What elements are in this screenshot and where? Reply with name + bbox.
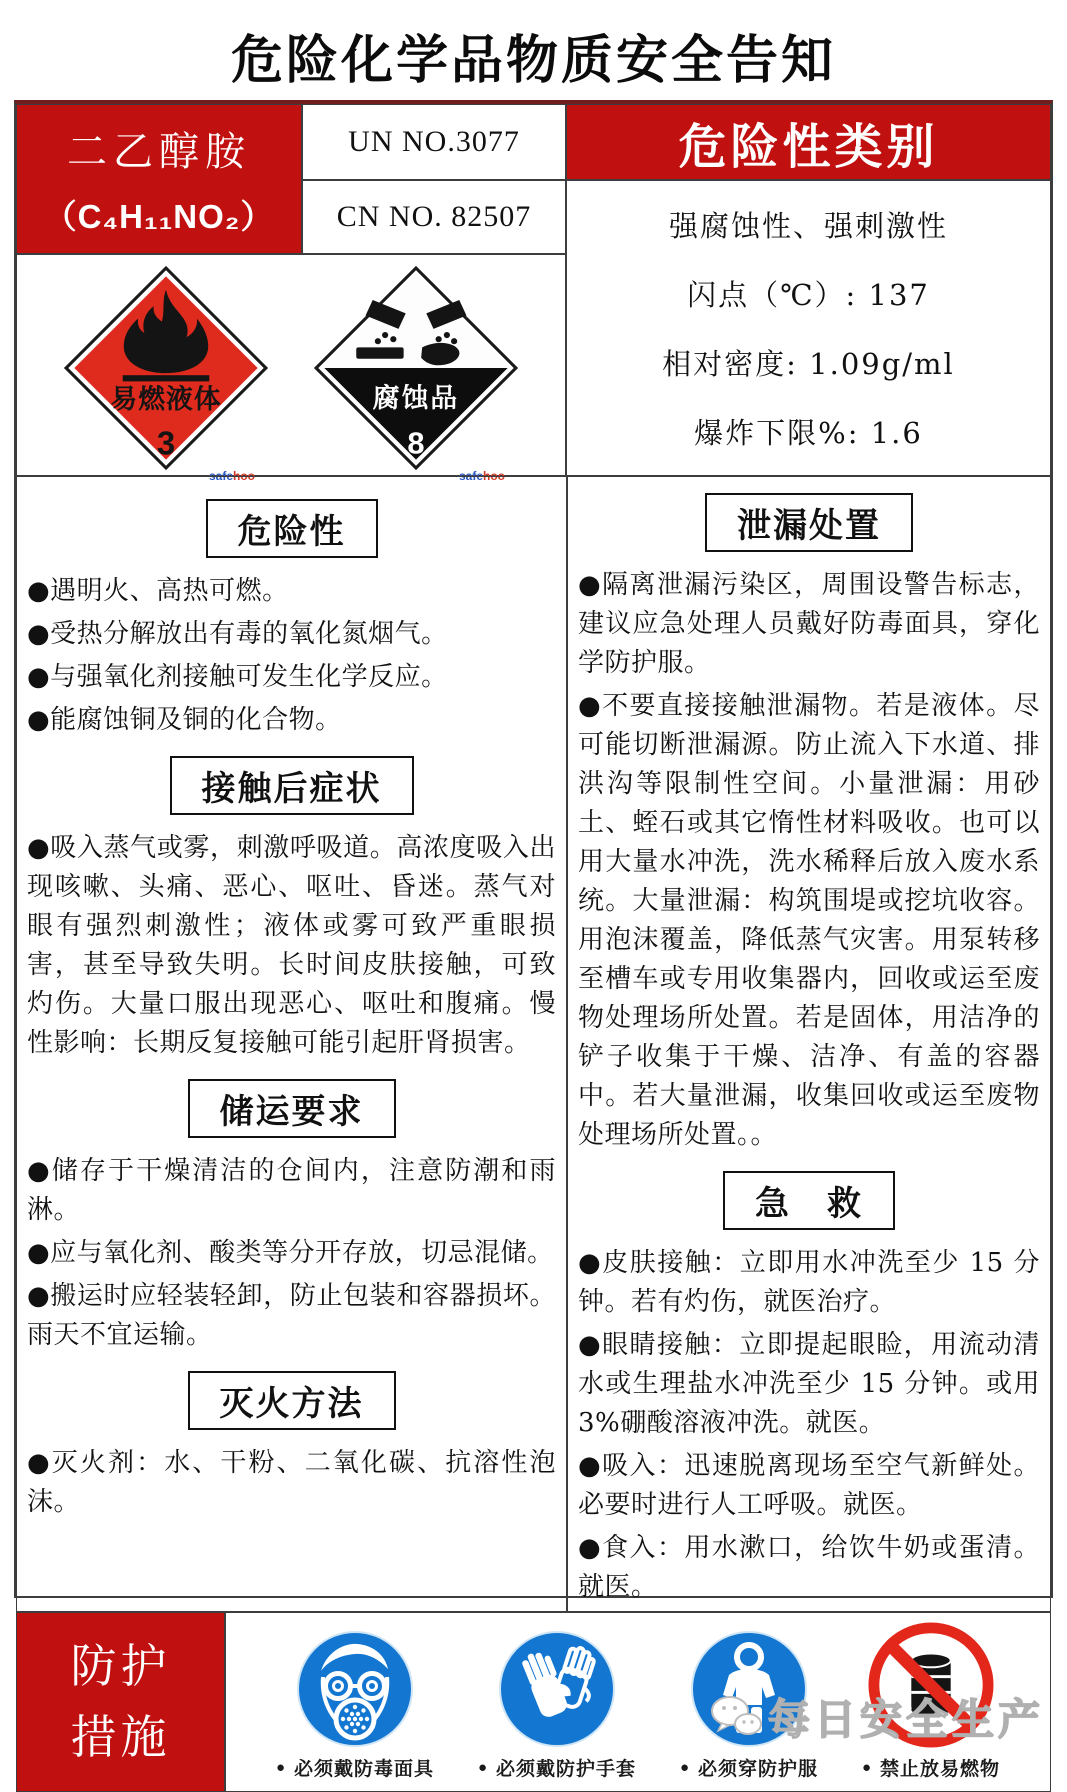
section-title-leak: 泄漏处置 [705,493,913,552]
corrosive-diamond-icon [313,265,519,471]
protection-title-cell [16,1612,225,1792]
flammable-class-number: 3 [156,424,176,462]
protection-icons-cell [225,1612,1051,1792]
body-section [16,476,1051,1612]
cn-number: CN NO. 82507 [302,180,566,254]
protection-title-line1: 防护 [70,1638,171,1693]
flammable-liquid-diamond-icon [63,265,269,471]
hazard-class-title: 危险性类别 [566,104,1051,180]
un-number: UN NO.3077 [302,104,566,180]
daily-safety-watermark-text: 每日安全生产 [767,1696,1044,1743]
page-title: 危险化学品物质安全告知 [230,32,836,90]
leak-item: ●不要直接接触泄漏物。若是液体。尽可能切断泄漏源。防止流入下水道、排洪沟等限制性空间。小量泄漏：用砂土、蛭石或其它惰性材料吸收。也可以用大量水冲洗，洗水稀释后放入废水系统。大量泄漏：构筑围堤或挖坑收容。用泡沫覆盖，降低蒸气灾害。用泵转移至槽车或专用收集器内，回收或运至废物处理场所处置。若是固体，用洁净的铲子收集于干燥、洁净、有盖的容器中。若大量泄漏，收集回收或运至废物处理场所处置。。 [578,691,1040,1150]
hazard-item: ●遇明火、高热可燃。 [27,576,289,606]
corrosive-label [313,265,519,483]
hazard-item: ●能腐蚀铜及铜的化合物。 [27,705,342,735]
no-flammables-sign [862,1621,1000,1781]
firstaid-item: ●吸入：迅速脱离现场至空气新鲜处。必要时进行人工呼吸。就医。 [578,1451,1040,1520]
bullet-icon: ● [477,1759,488,1776]
safehoo-watermark: safehoo [458,469,505,483]
symptoms-text: ●吸入蒸气或雾，刺激呼吸道。高浓度吸入出现咳嗽、头痛、恶心、呕吐、昏迷。蒸气对眼有强烈刺激性；液体或雾可致严重眼损害，甚至导致失明。长时间皮肤接触，可致灼伤。大量口服出现恶心、呕吐和腹痛。慢性影响：长期反复接触可能引起肝肾损害。 [27,833,556,1058]
hazard-property: 强腐蚀性、强刺激性 [668,209,948,243]
header-section [16,104,1051,483]
hazard-properties-cell [566,180,1051,476]
no-flammables-icon [867,1621,995,1749]
bullet-icon: ● [679,1759,690,1776]
hazard-item: ●受热分解放出有毒的氧化氮烟气。 [27,619,448,649]
left-column [16,476,567,1612]
gloves-sign [478,1629,636,1781]
protective-gloves-icon [497,1629,617,1749]
chemical-name: 二乙醇胺 [67,129,251,175]
protection-title-line2: 措施 [70,1710,171,1764]
firstaid-item: ●眼睛接触：立即提起眼睑，用流动清水或生理盐水冲洗至少 15 分钟。或用 3%硼酸溶液冲洗。就医。 [578,1330,1040,1438]
corrosive-label-text: 腐蚀品 [372,383,460,414]
firstaid-item: ●皮肤接触：立即用水冲洗至少 15 分钟。若有灼伤，就医治疗。 [578,1248,1040,1317]
section-title-symptoms: 接触后症状 [170,756,414,815]
safehoo-watermark: safehoo [208,469,255,483]
section-title-hazards: 危险性 [206,499,378,558]
protective-suit-icon [689,1629,809,1749]
right-column [567,476,1051,1612]
suit-sign [680,1629,818,1781]
protection-section [16,1612,1051,1792]
chemical-formula: （C₄H₁₁NO₂） [43,198,275,235]
hazard-property: 相对密度: 1.09g/ml [662,347,955,381]
notice-table [14,100,1053,1780]
flammable-label-text: 易燃液体 [110,384,222,415]
gas-mask-label: 必须戴防毒面具 [294,1759,435,1780]
firstaid-item: ●食入：用水漱口，给饮牛奶或蛋清。就医。 [578,1533,1040,1602]
hazard-property: 爆炸下限%: 1.6 [694,416,923,450]
hazard-property: 闪点（℃）: 137 [687,278,930,312]
no-flammables-label: 禁止放易燃物 [880,1759,1001,1780]
section-title-storage: 储运要求 [188,1079,396,1138]
storage-item: ●应与氧化剂、酸类等分开存放，切忌混储。 [27,1238,554,1268]
hazard-labels-cell [16,254,566,483]
hazard-item: ●与强氧化剂接触可发生化学反应。 [27,662,448,692]
corrosive-class-number: 8 [407,425,425,461]
chemical-name-cell [16,104,302,254]
storage-item: ●搬运时应轻装轻卸，防止包装和容器损坏。雨天不宜运输。 [27,1281,556,1350]
firefighting-item: ●灭火剂：水、干粉、二氧化碳、抗溶性泡沫。 [27,1448,556,1517]
gloves-label: 必须戴防护手套 [496,1759,637,1780]
leak-item: ●隔离泄漏污染区，周围设警告标志，建议应急处理人员戴好防毒面具，穿化学防护服。 [578,570,1040,678]
gas-mask-sign [276,1629,434,1781]
bullet-icon: ● [275,1759,285,1776]
gas-mask-icon [295,1629,415,1749]
section-title-firstaid: 急 救 [723,1171,895,1230]
storage-item: ●储存于干燥清洁的仓间内，注意防潮和雨淋。 [27,1156,556,1225]
bullet-icon: ● [861,1759,872,1776]
suit-label: 必须穿防护服 [698,1759,819,1780]
section-title-firefighting: 灭火方法 [188,1371,396,1430]
flammable-liquid-label [63,265,269,483]
